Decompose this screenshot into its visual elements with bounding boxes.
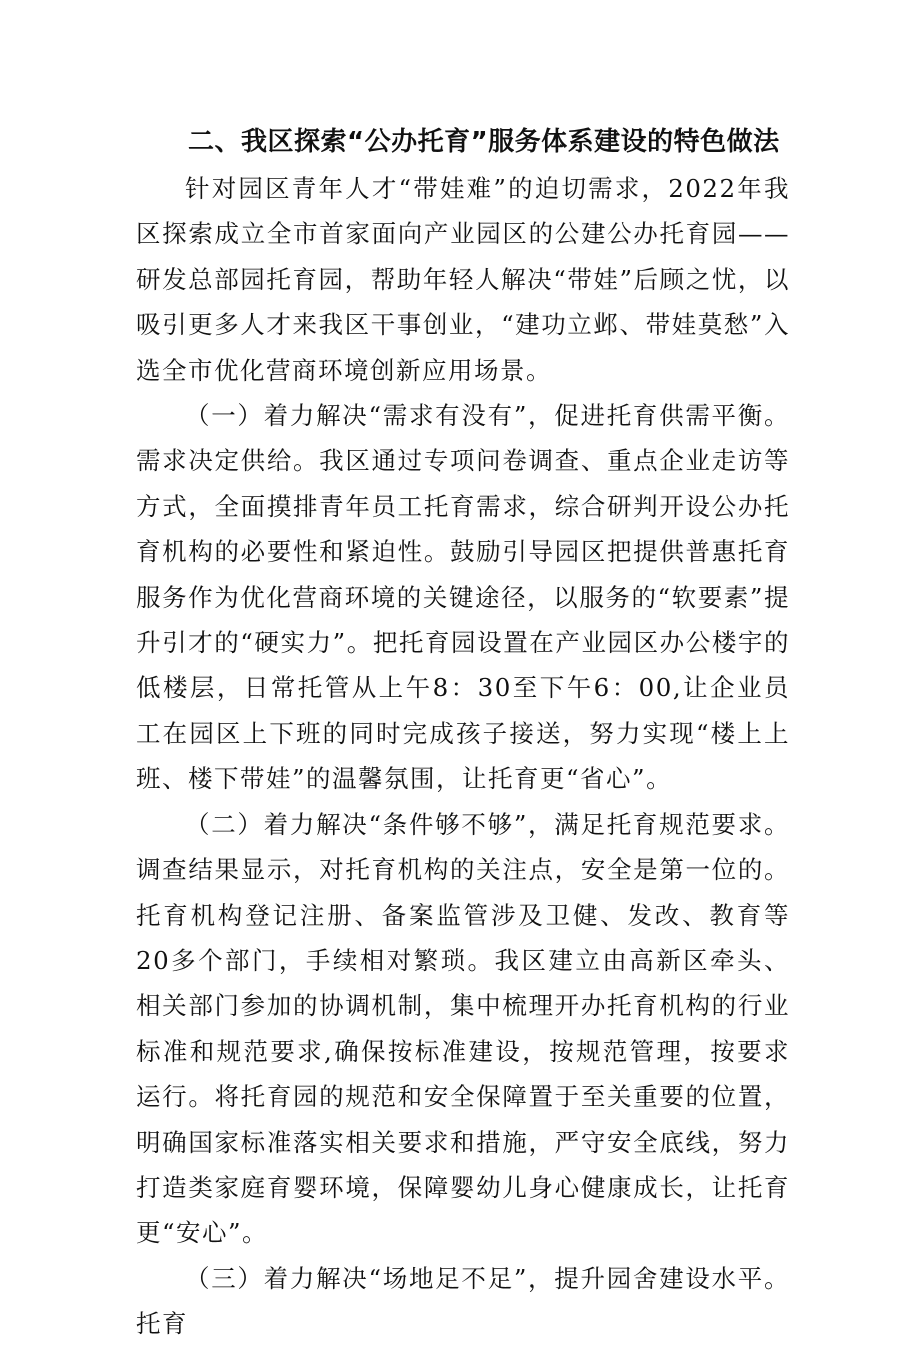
paragraph-point-3: （三）着力解决“场地足不足”，提升园舍建设水平。托育 xyxy=(136,1263,790,1339)
paragraph-intro: 针对园区青年人才“带娃难”的迫切需求，2022年我区探索成立全市首家面向产业园区的公建公办托育园——研发总部园托育园，帮助年轻人解决“带娃”后顾之忧，以吸引更多人才来我区干事创业，“建功立邺、带娃莫愁”入选全市优化营商环境创新应用场景。 xyxy=(136,174,790,385)
paragraph-point-2: （二）着力解决“条件够不够”，满足托育规范要求。调查结果显示，对托育机构的关注点，安全是第一位的。托育机构登记注册、备案监管涉及卫健、发改、教育等20多个部门，手续相对繁琐。我区建立由高新区牵头、相关部门参加的协调机制，集中梳理开办托育机构的行业标准和规范要求,确保按标准建设，按规范管理，按要求运行。将托育园的规范和安全保障置于至关重要的位置，明确国家标准落实相关要求和措施，严守安全底线，努力打造类家庭育婴环境，保障婴幼儿身心健康成长，让托育更“安心”。 xyxy=(136,809,790,1248)
section-heading: 二、我区探索“公办托育”服务体系建设的特色做法 xyxy=(188,127,780,157)
document-body xyxy=(136,118,790,1347)
paragraph-point-1: （一）着力解决“需求有没有”，促进托育供需平衡。需求决定供给。我区通过专项问卷调查、重点企业走访等方式，全面摸排青年员工托育需求，综合研判开设公办托育机构的必要性和紧迫性。鼓励引导园区把提供普惠托育服务作为优化营商环境的关键途径，以服务的“软要素”提升引才的“硬实力”。把托育园设置在产业园区办公楼宇的低楼层，日常托管从上午8：30至下午6：00,让企业员工在园区上下班的同时完成孩子接送，努力实现“楼上上班、楼下带娃”的温馨氛围，让托育更“省心”。 xyxy=(136,401,790,794)
